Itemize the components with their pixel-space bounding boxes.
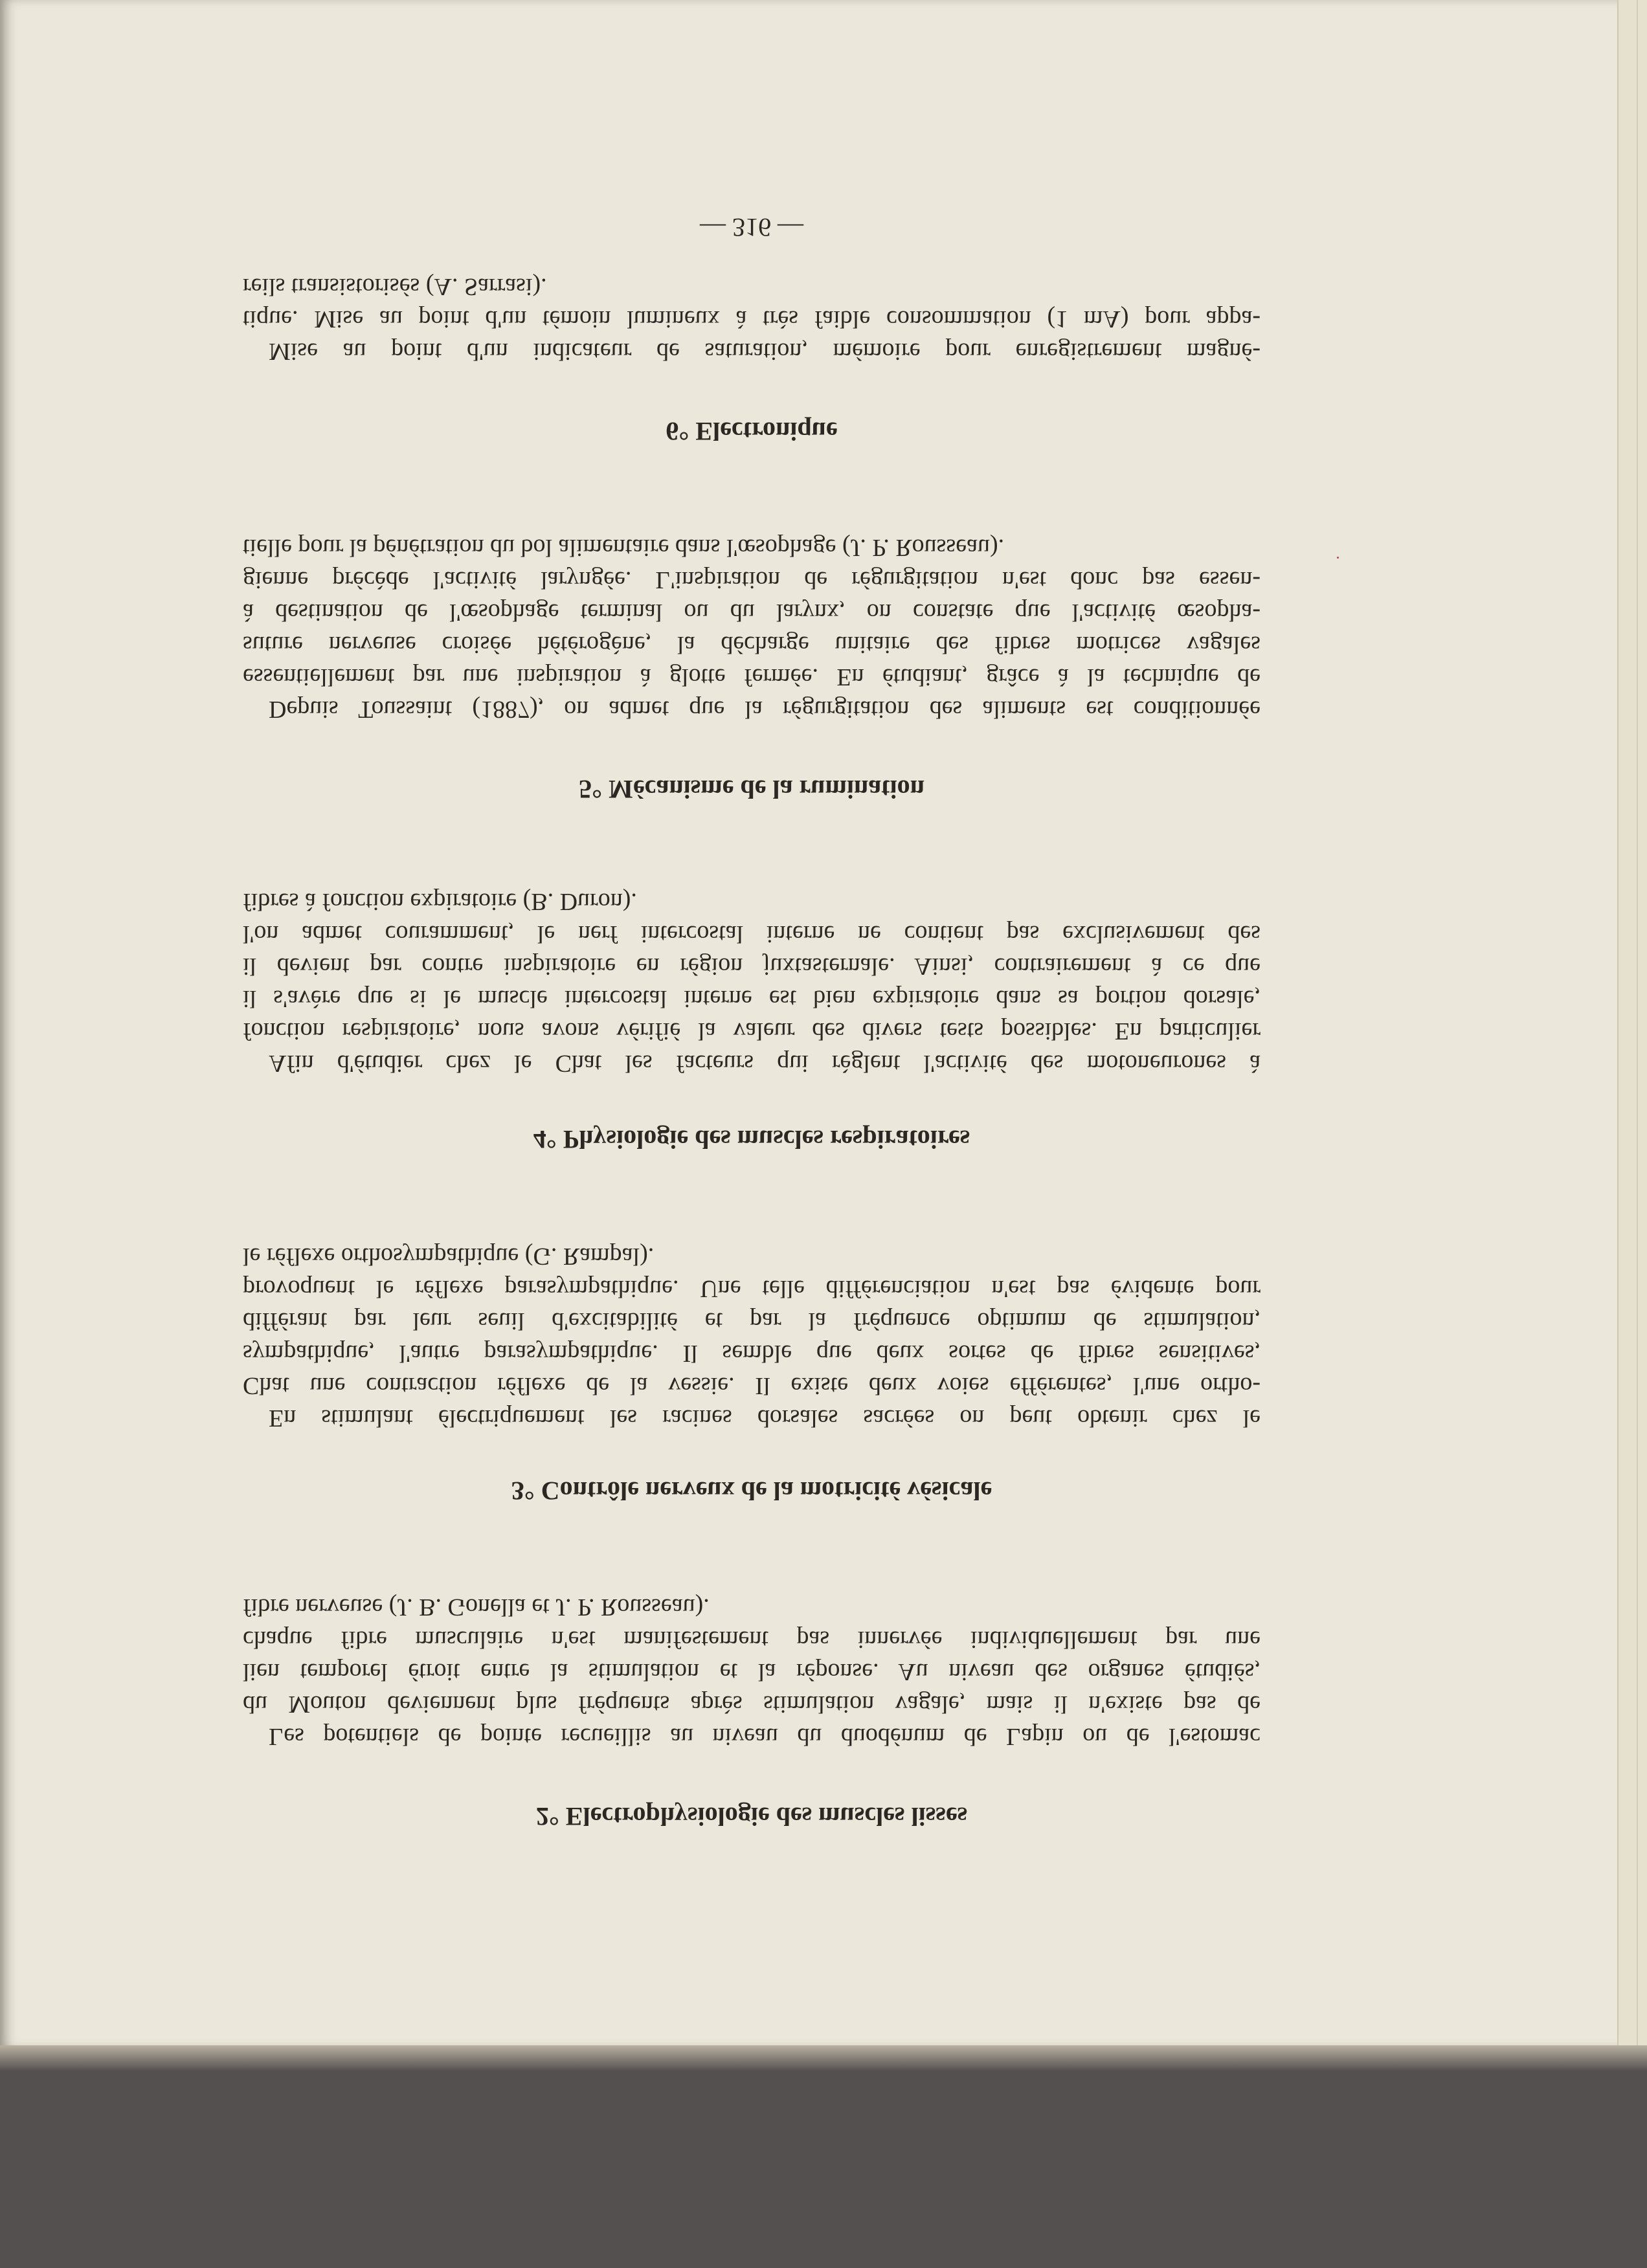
text-line: il s'avère que si le muscle intercostal interne est bien expiratoire dans sa portion dorsale,: [243, 985, 1260, 1012]
text-line: Les potentiels de pointe recueillis au niveau du duodénum de Lapin ou de l'estomac: [269, 1723, 1260, 1750]
text-line: En stimulant électriquement les racines dorsales sacrées on peut obtenir chez le: [269, 1405, 1260, 1432]
text-line: fibre nerveuse (J. B. Gonella et J. P. Rousseau).: [243, 1594, 710, 1621]
page-edge-line: [1637, 0, 1638, 2062]
section-heading: 2° Electrophysiologie des muscles lisses: [535, 1802, 968, 1831]
text-line: sympathique, l'autre parasympathique. Il semble que deux sortes de fibres sensitives,: [243, 1340, 1260, 1367]
ink-speck: [1337, 557, 1339, 559]
text-line: Depuis Toussaint (1887), on admet que la régurgitation des aliments est conditionnée: [269, 696, 1260, 723]
text-line: à destination de l'œsophage terminal ou du larynx, on constate que l'activité œsopha-: [243, 599, 1260, 626]
text-line: il devient par contre inspiratoire en région juxtasternale. Ainsi, contrairement à ce que: [243, 953, 1260, 980]
text-line: lien temporel étroit entre la stimulation et la réponse. Au niveau des organes étudiés,: [243, 1658, 1260, 1685]
page-number: — 316 —: [700, 213, 803, 242]
text-line: fonction respiratoire, nous avons vérifié la valeur des divers tests possibles. En particulier: [243, 1017, 1260, 1045]
paragraph: [243, 271, 1260, 368]
text-line: du Mouton deviennent plus fréquents après stimulation vagale, mais il n'existe pas de: [243, 1691, 1260, 1718]
text-line: l'on admet couramment, le nerf intercostal interne ne contient pas exclusivement des: [243, 920, 1260, 948]
section-heading: 3° Contrôle nerveux de la motricité vésicale: [511, 1476, 992, 1506]
text-line: différant par leur seuil d'excitabilité et par la fréquence optimum de stimulation,: [243, 1307, 1260, 1335]
text-line: tielle pour la pénétration du bol alimentaire dans l'œsophage (J. P. Rousseau).: [243, 534, 1005, 561]
section-heading: 5° Mécanisme de la rumination: [579, 775, 924, 804]
text-line: le réflexe orthosympathique (G. Rampal).: [243, 1243, 655, 1270]
text-line: gienne précède l'activité laryngée. L'inspiration de régurgitation n'est donc pas essen-: [243, 566, 1260, 594]
text-line: fibres à fonction expiratoire (B. Duron).: [243, 888, 637, 915]
section-heading: 6° Electronique: [666, 417, 838, 446]
text-line: suture nerveuse croisée hétérogène, la décharge unitaire des fibres motrices vagales: [243, 631, 1260, 658]
paragraph: [243, 531, 1260, 726]
paragraph: [243, 1240, 1260, 1434]
page-content-flipped: [243, 194, 1260, 1851]
text-line: provoquent le réflexe parasympathique. Une telle différenciation n'est pas évidente pour: [243, 1275, 1260, 1302]
paragraph: [243, 1591, 1260, 1753]
text-line: essentiellement par une inspiration à glotte fermée. En étudiant, grâce à la technique de: [243, 663, 1260, 691]
text-line: Afin d'étudier chez le Chat les facteurs qui règlent l'activité des motoneurones à: [269, 1050, 1260, 1077]
page-edge: [1617, 0, 1647, 2062]
text-line: Chat une contraction réflexe de la vessie. Il existe deux voies efférentes, l'une ortho-: [243, 1372, 1260, 1399]
text-line: reils transistorisés (A. Sarrasi).: [243, 273, 547, 300]
text-line: chaque fibre musculaire n'est manifestement pas innervée individuellement par une: [243, 1626, 1260, 1653]
text-line: Mise au point d'un indicateur de saturation, mémoire pour enregistrement magné-: [269, 338, 1260, 365]
text-line: tique. Mise au point d'un témoin lumineux à très faible consommation (1 mA) pour appa-: [243, 306, 1260, 333]
scanner-shadow: [0, 2045, 1647, 2071]
paragraph: [243, 885, 1260, 1080]
section-heading: 4° Physiologie des muscles respiratoires: [533, 1125, 970, 1154]
